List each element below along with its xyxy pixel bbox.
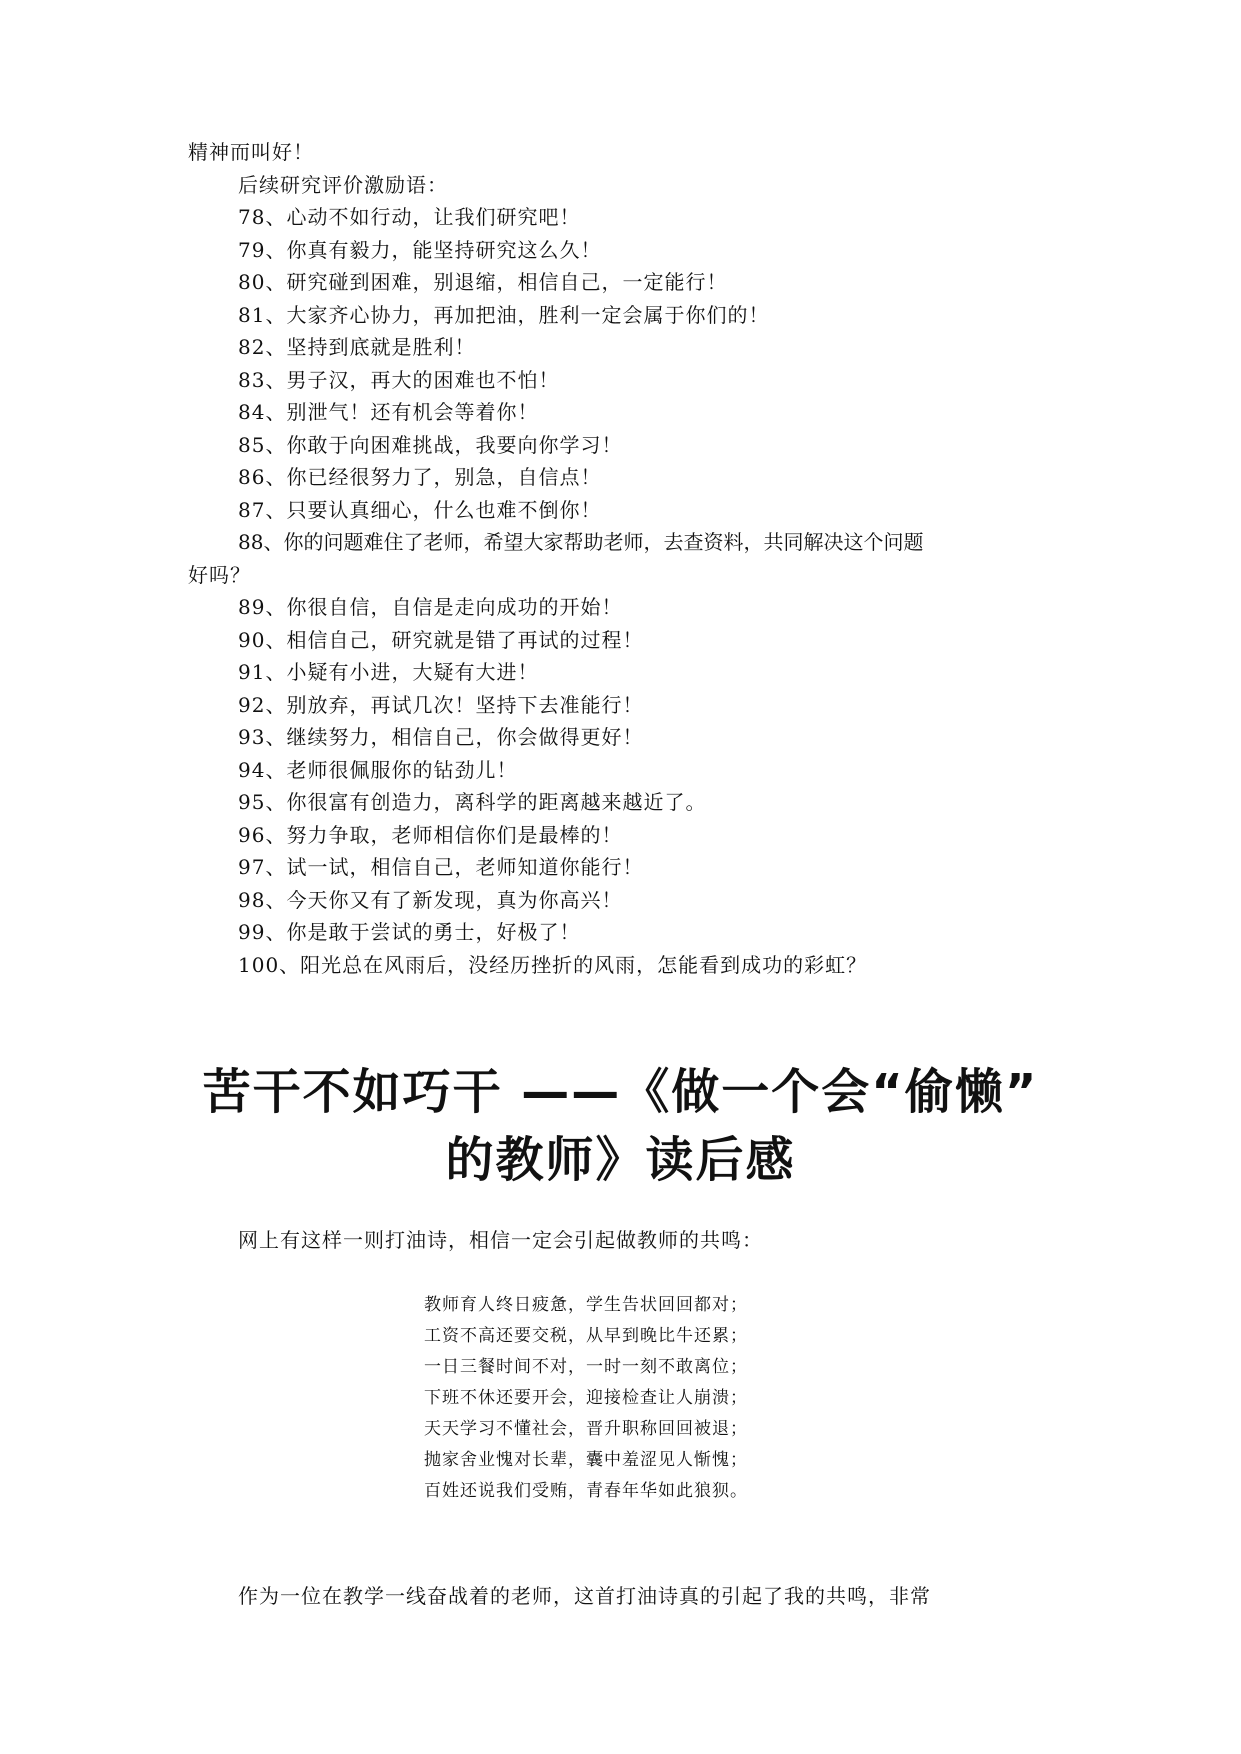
article-intro: 网上有这样一则打油诗，相信一定会引起做教师的共鸣： [238, 1228, 763, 1252]
list-item: 94、老师很佩服你的钻劲儿！ [238, 758, 518, 782]
list-item: 83、男子汉，再大的困难也不怕！ [238, 368, 560, 392]
poem-line: 抛家舍业愧对长辈，囊中羞涩见人惭愧； [424, 1450, 748, 1470]
list-item: 98、今天你又有了新发现，真为你高兴！ [238, 888, 623, 912]
list-item: 84、别泄气！还有机会等着你！ [238, 400, 539, 424]
article-title-line-2: 的教师》读后感 [445, 1132, 796, 1188]
list-item: 87、只要认真细心，什么也难不倒你！ [238, 498, 602, 522]
list-item-continuation: 好吗？ [188, 563, 251, 587]
list-item: 85、你敢于向困难挑战，我要向你学习！ [238, 433, 623, 457]
list-item: 96、努力争取，老师相信你们是最棒的！ [238, 823, 623, 847]
poem-line: 下班不休还要开会，迎接检查让人崩溃； [424, 1388, 748, 1408]
poem-line: 一日三餐时间不对，一时一刻不敢离位； [424, 1357, 748, 1377]
article-title-line-1: 苦干不如巧干 ——《做一个会“偷懒” [202, 1064, 1039, 1120]
list-item: 91、小疑有小进，大疑有大进！ [238, 660, 539, 684]
poem-line: 天天学习不懂社会，晋升职称回回被退； [424, 1419, 748, 1439]
section-heading-encouragement: 后续研究评价激励语： [238, 173, 448, 197]
list-item: 80、研究碰到困难，别退缩，相信自己，一定能行！ [238, 270, 728, 294]
poem-line: 工资不高还要交税，从早到晚比牛还累； [424, 1326, 748, 1346]
list-item: 82、坚持到底就是胜利！ [238, 335, 476, 359]
poem-line: 教师育人终日疲惫，学生告状回回都对； [424, 1295, 748, 1315]
list-item: 81、大家齐心协力，再加把油，胜利一定会属于你们的！ [238, 303, 770, 327]
list-item: 100、阳光总在风雨后，没经历挫折的风雨，怎能看到成功的彩虹？ [238, 953, 868, 977]
list-item: 79、你真有毅力，能坚持研究这么久！ [238, 238, 602, 262]
list-item: 93、继续努力，相信自己，你会做得更好！ [238, 725, 644, 749]
list-item: 88、你的问题难住了老师，希望大家帮助老师，去查资料，共同解决这个问题 [238, 530, 924, 554]
poem-line: 百姓还说我们受贿，青春年华如此狼狈。 [424, 1481, 748, 1501]
list-item: 99、你是敢于尝试的勇士，好极了！ [238, 920, 581, 944]
list-item: 78、心动不如行动，让我们研究吧！ [238, 205, 581, 229]
list-item: 89、你很自信，自信是走向成功的开始！ [238, 595, 623, 619]
article-paragraph: 作为一位在教学一线奋战着的老师，这首打油诗真的引起了我的共鸣，非常 [238, 1584, 931, 1608]
list-item: 92、别放弃，再试几次！坚持下去准能行！ [238, 693, 644, 717]
list-item: 97、试一试，相信自己，老师知道你能行！ [238, 855, 644, 879]
list-item: 86、你已经很努力了，别急，自信点！ [238, 465, 602, 489]
continued-paragraph-end: 精神而叫好！ [188, 140, 314, 164]
list-item: 95、你很富有创造力，离科学的距离越来越近了。 [238, 790, 707, 814]
list-item: 90、相信自己，研究就是错了再试的过程！ [238, 628, 644, 652]
